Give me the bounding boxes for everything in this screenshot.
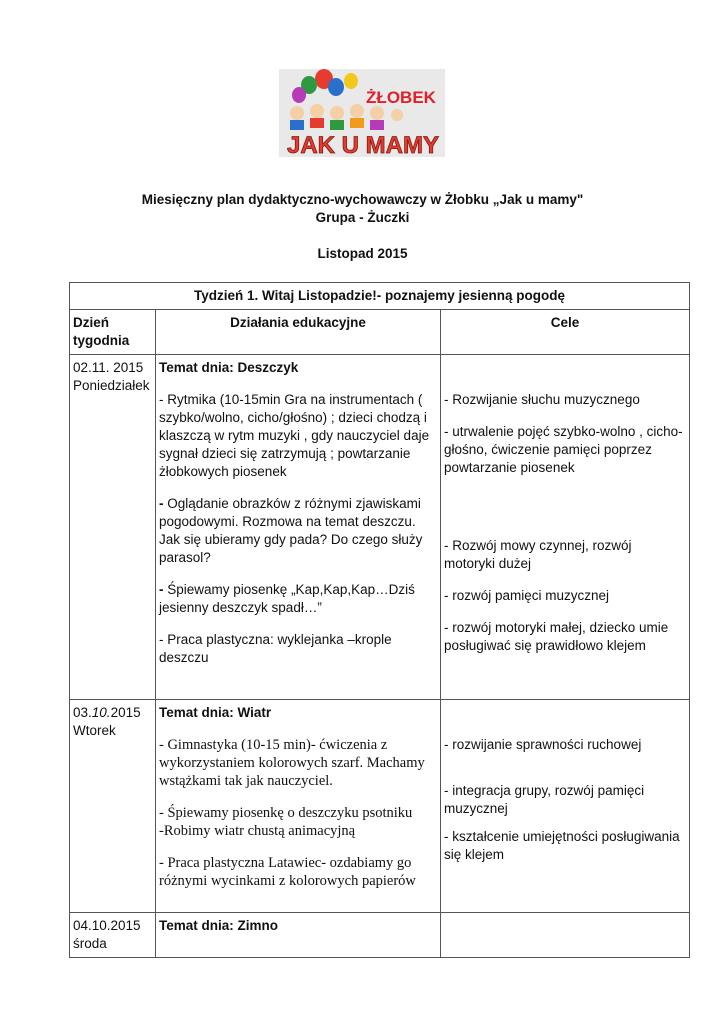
activities-cell (156, 913, 441, 958)
child-face (330, 106, 344, 120)
child-body (330, 120, 344, 130)
day-date (73, 704, 152, 722)
goals-cell (441, 700, 690, 913)
spacer (444, 704, 686, 736)
date-year: 2015 (110, 705, 141, 720)
logo-line2: JAK U MAMY (286, 132, 440, 157)
col-day-header: Dzień tygodnia (70, 310, 156, 355)
activity-item (159, 495, 437, 567)
logo-graphic (279, 69, 445, 157)
activity-text: Oglądanie obrazków z różnymi zjawiskami pogodowymi. Rozmowa na temat deszczu. Jak się ubieramy gdy pada? Do czego służy parasol? (159, 496, 423, 565)
activities-cell (156, 355, 441, 700)
logo-line1: ŻŁOBEK (366, 88, 436, 107)
child-face (290, 106, 304, 120)
activity-item: - Śpiewamy piosenkę o deszczyku psotniku (159, 805, 413, 821)
goal-item: - integracja grupy, rozwój pamięci muzycznej (444, 783, 645, 816)
child-face (310, 104, 324, 118)
month-heading: Listopad 2015 (317, 246, 408, 261)
balloon-blue (328, 78, 344, 96)
day-topic: Temat dnia: Zimno (159, 918, 279, 933)
table-row (70, 700, 690, 913)
balloon-yellow (344, 73, 358, 89)
goal-item: - Rozwój mowy czynnej, rozwój motoryki dużej (444, 538, 632, 571)
child-body (350, 118, 364, 128)
week-row (70, 283, 690, 310)
spacer (444, 359, 686, 391)
spacer (444, 491, 686, 537)
logo (279, 69, 445, 157)
activity-item: - Rytmika (10-15min Gra na instrumentach ( szybko/wolno, cicho/głośno) ; dzieci chodzą i klaszczą w rytm muzyki , gdy nauczyciel daje sygnał dzieci się zatrzymują ; powtarzanie żłobkowych piosenek (159, 392, 430, 479)
header-row (70, 310, 690, 355)
child-face (391, 109, 403, 121)
date-month: 10. (91, 705, 111, 720)
activity-item: - Praca plastyczna: wyklejanka –krople deszczu (159, 632, 392, 665)
group-name: Grupa - Żuczki (315, 210, 410, 225)
activity-item: - Praca plastyczna Latawiec- ozdabiamy go różnymi wycinkami z kolorowych papierów (159, 855, 416, 889)
day-date: 02.11. 2015 (73, 360, 144, 375)
activity-item: - Gimnastyka (10-15 min)- ćwiczenia z wykorzystaniem kolorowych szarf. Machamy wstążkami tak jak nauczyciel. (159, 737, 425, 789)
date-day: 03. (73, 705, 92, 720)
table-row (70, 913, 690, 958)
day-topic: Temat dnia: Deszczyk (159, 360, 299, 375)
day-topic: Temat dnia: Wiatr (159, 705, 272, 720)
balloon-purple (292, 87, 306, 103)
child-face (370, 106, 384, 120)
child-body (370, 120, 384, 130)
day-cell (70, 913, 156, 958)
day-cell (70, 700, 156, 913)
goals-cell (441, 913, 690, 958)
col-activities-header: Działania edukacyjne (156, 310, 441, 355)
activity-item (159, 581, 437, 617)
goal-item: - Rozwijanie słuchu muzycznego (444, 392, 640, 407)
activity-dash: - (159, 496, 168, 511)
day-cell (70, 355, 156, 700)
child-body (290, 120, 304, 130)
day-date: 04.10.2015 (73, 918, 141, 933)
child-body (310, 118, 324, 128)
goal-item: - rozwijanie sprawności ruchowej (444, 737, 642, 752)
child-face (350, 104, 364, 118)
activities-cell (156, 700, 441, 913)
table-row (70, 355, 690, 700)
day-weekday: Poniedziałek (73, 378, 150, 393)
goals-cell (441, 355, 690, 700)
activity-item: -Robimy wiatr chustą animacyjną (159, 823, 356, 839)
document-title: Miesięczny plan dydaktyczno-wychowawczy w Żłobku „Jak u mamy" (141, 192, 584, 207)
day-weekday: Wtorek (73, 723, 116, 738)
plan-table (69, 282, 690, 958)
col-goals-header: Cele (441, 310, 690, 355)
week-title: Tydzień 1. Witaj Listopadzie!- poznajemy jesienną pogodę (70, 283, 690, 310)
goal-item: - rozwój motoryki małej, dziecko umie posługiwać się prawidłowo klejem (444, 620, 669, 653)
activity-dash: - (159, 582, 168, 597)
activity-text: Śpiewamy piosenkę „Kap,Kap,Kap…Dziś jesienny deszczyk spadł…” (159, 582, 415, 615)
goal-item: - utrwalenie pojęć szybko-wolno , cicho- głośno, ćwiczenie pamięci poprzez powtarzanie piosenek (444, 424, 683, 475)
day-weekday: środa (73, 936, 107, 951)
goal-item: - kształcenie umiejętności posługiwania się klejem (444, 829, 680, 862)
goal-item: - rozwój pamięci muzycznej (444, 588, 610, 603)
